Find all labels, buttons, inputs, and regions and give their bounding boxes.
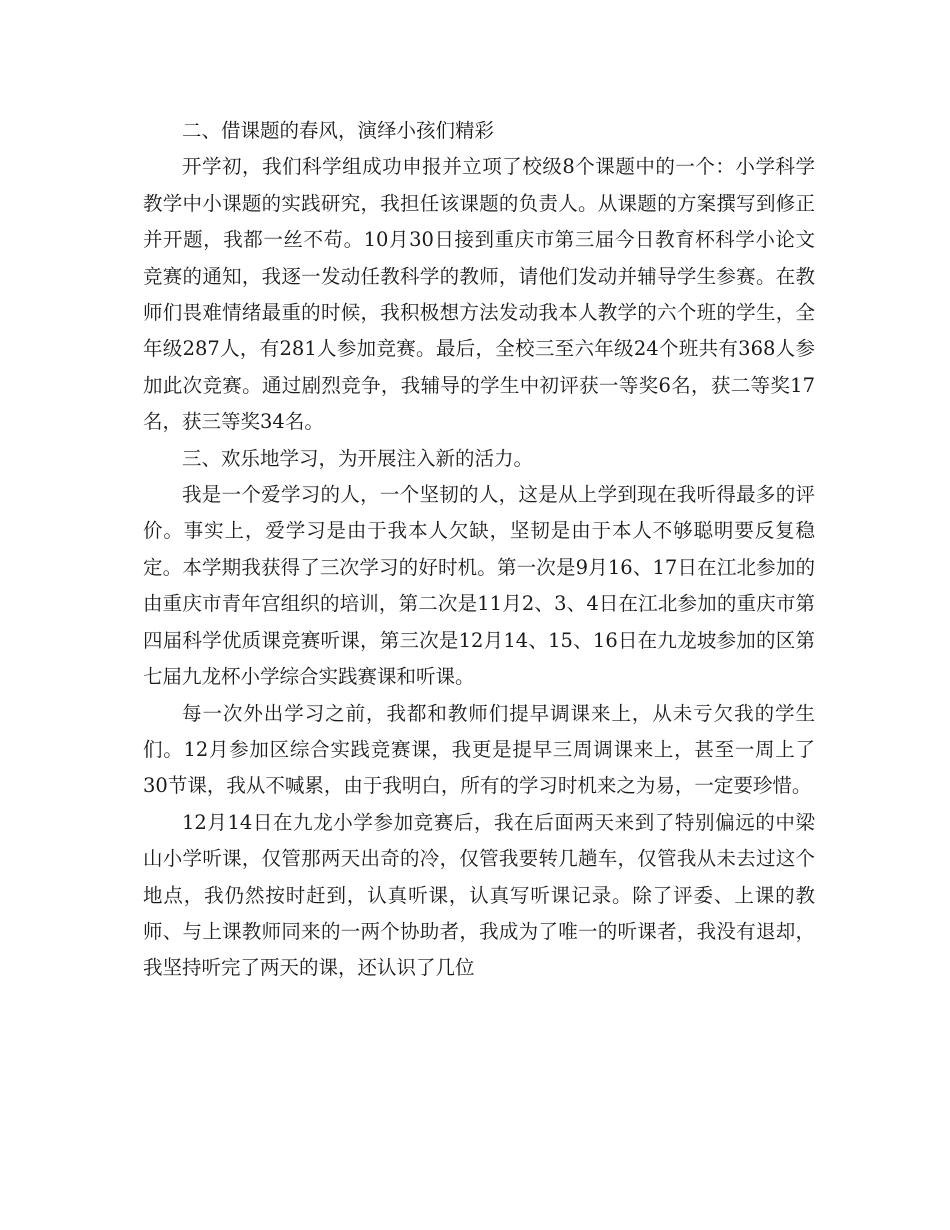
- paragraph-learning: 我是一个爱学习的人，一个坚韧的人，这是从上学到现在我听得最多的评价。事实上，爱学习是由于我本人欠缺，坚韧是由于本人不够聪明要反复稳定。本学期我获得了三次学习的好时机。第一次是9月16、17日在江北参加的由重庆市青年宫组织的培训，第二次是11月2、3、4日在江北参加的重庆市第四届科学优质课竞赛听课，第三次是12月14、15、16日在九龙坡参加的区第七届九龙杯小学综合实践赛课和听课。: [143, 483, 815, 689]
- paragraph-observation: 12月14日在九龙小学参加竞赛后，我在后面两天来到了特别偏远的中梁山小学听课，仅管那两天出奇的冷，仅管我要转几趟车，仅管我从未去过这个地点，我仍然按时赶到，认真听课，认真写听课记录。除了评委、上课的教师、与上课教师同来的一两个协助者，我成为了唯一的听课者，我没有退却，我坚持听完了两天的课，还认识了几位: [143, 810, 815, 980]
- paragraph-schedule: 每一次外出学习之前，我都和教师们提早调课来上，从未亏欠我的学生们。12月参加区综合实践竞赛课，我更是提早三周调课来上，甚至一周上了30节课，我从不喊累，由于我明白，所有的学习时机来之为易，一定要珍惜。: [143, 701, 815, 798]
- section-heading-3: 三、欢乐地学习，为开展注入新的活力。: [182, 446, 534, 470]
- document-body: [143, 113, 815, 987]
- paragraph-project: 开学初，我们科学组成功申报并立项了校级8个课题中的一个：小学科学教学中小课题的实践研究，我担任该课题的负责人。从课题的方案撰写到修正并开题，我都一丝不苟。10月30日接到重庆市第三届今日教育杯科学小论文竞赛的通知，我逐一发动任教科学的教师，请他们发动并辅导学生参赛。在教师们畏难情绪最重的时候，我积极想方法发动我本人教学的六个班的学生，全年级287人，有281人参加竞赛。最后，全校三至六年级24个班共有368人参加此次竞赛。通过剧烈竞争，我辅导的学生中初评获一等奖6名，获二等奖17名，获三等奖34名。: [143, 155, 815, 434]
- section-heading-2: 二、借课题的春风，演绎小孩们精彩: [182, 119, 495, 142]
